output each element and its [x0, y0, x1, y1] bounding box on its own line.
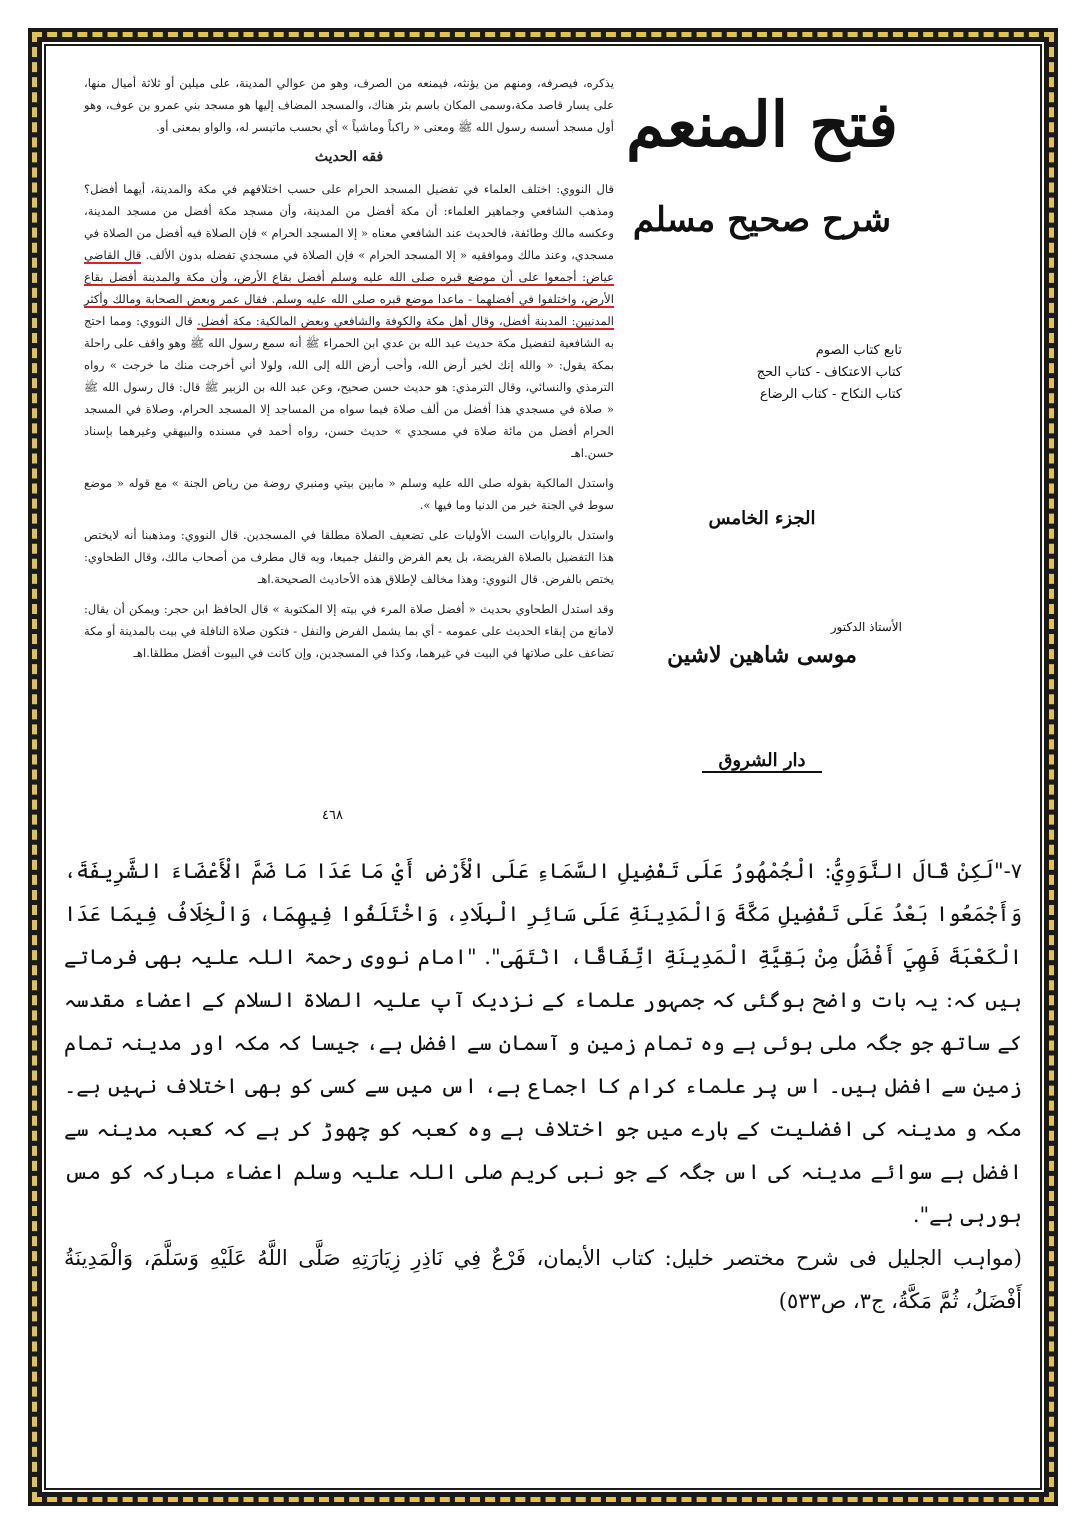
volume-label: الجزء الخامس [708, 508, 816, 529]
fiqh-section-title: فقه الحديث [314, 149, 384, 165]
book-cover [612, 60, 912, 840]
arabic-quote-text: ٧-"لَكِنْ قَالَ النَّوَوِيُّ: الْجُمْهُورُ عَلَى تَفْضِيلِ السَّمَاءِ عَلَى الْأَرْضِ أَيْ مَا عَدَا مَا ضَمَّ الْأَعْضَاءَ الشَّرِيفَةَ، وَأَجْمَعُوا بَعْدُ عَلَى تَفْضِيلِ مَكَّةَ وَالْمَدِينَةِ عَلَى سَائِرِ الْبِلَادِ، وَاخْتَلَفُوا فِيهِمَا، وَالْخِلَافُ فِيمَا عَدَا الْكَعْبَةَ فَهِيَ أَفْضَلُ مِنْ بَقِيَّةِ الْمَدِينَةِ اتِّفَاقًا، انْتَهَى". [64, 859, 1022, 969]
arabic-paragraph-tahawi: وقد استدل الطحاوي بحديث « أفضل صلاة المرء في بيته إلا المكتوبة » قال الحافظ ابن حجر: ويمكن أن يقال: لامانع من إبقاء الحديث على عمومه - أي بما يشمل الفرض والنفل - فتكون صلاة النافلة في بيت بالمدينة أو مكة تضاعف على صلاتها في البيت في غيرهما، وكذا في المسجدين، وإن كانت في البيوت أفضل مطلقا.اهـ [84, 602, 614, 660]
arabic-paragraph-nawawi [84, 178, 614, 464]
nawawi-shafii-text: قال النووي: ومما احتج به الشافعية لتفضيل مكة حديث عبد الله بن عدي ابن الحمراء ﷺ أنه سمع رسول الله ﷺ وهو واقف على راحلة بمكة يقول: « والله إنك لخير أرض الله، وأحب أرض الله إلى الله، ولولا أني أخرجت منك ما خرجت » رواه الترمذي والنسائي، وقال الترمذي: هو حديث حسن صحيح، وعن عبد الله بن الزبير ﷺ قال: قال رسول الله ﷺ « صلاة في مسجدي هذا أفضل من ألف صلاة فيما سواه من المساجد إلا المسجد الحرام، وصلاة في المسجد الحرام أفضل من مائة صلاة في مسجدي » حديث حسن، رواه أحمد في مسنده والبيهقي وغيرهما بإسناد حسن.اهـ [84, 314, 614, 460]
author-name: موسى شاهين لاشين [667, 642, 857, 668]
underlined-qadi-iyad-text: قال القاضي عياض: أجمعوا على أن موضع قبره صلى الله عليه وسلم أفضل بقاع الأرض، وأن مكة والمدينة أفضل بقاع الأرض، واختلفوا في أفضلهما - ماعدا موضع قبره صلى الله عليه وسلم. فقال عمر وبعض الصحابة ومالك وأكثر المدنيين: المدينة أفضل، وقال أهل مكة والكوفة والشافعي وبعض المالكية: مكة أفضل. [84, 248, 614, 328]
reference-citation: (مواہب الجلیل فی شرح مختصر خلیل: كتاب الأيمان، فَرْعٌ فِي نَاذِرِ زِيَارَتِهِ صَلَّى اللَّهُ عَلَيْهِ وَسَلَّمَ، وَالْمَدِينَةُ أَفْضَلُ، ثُمَّ مَكَّةُ، ج٣، ص٥٣٣) [64, 1246, 1022, 1313]
urdu-translation-block [64, 850, 1022, 1323]
contents-line: تابع كتاب الصوم [815, 343, 902, 358]
author-title: الأستاذ الدكتور [830, 620, 902, 634]
scanned-book-page [72, 60, 912, 840]
arabic-quote [64, 850, 1022, 1237]
cover-title: فتح المنعم [626, 88, 898, 161]
arabic-paragraph-maliki: واستدل المالكية بقوله صلى الله عليه وسلم « مابين بيتي ومنبري روضة من رياض الجنة » مع قوله « موضع سوط في الجنة خير من الدنيا وما فيها ». [84, 476, 614, 512]
arabic-paragraph-riwayat: واستدل بالروايات الست الأوليات على تضعيف الصلاة مطلقا في المسجدين. قال النووي: ومذهبنا أنه لايختص هذا التفضيل بالصلاة الفريضة، بل يعم الفرض والنفل جميعا، وبه قال مطرف من أصحاب مالك، وقال الطحاوي: يختص بالفرض. قال النووي: وهذا مخالف لإطلاق هذه الأحاديث الصحيحة.اهـ [84, 528, 614, 586]
arabic-commentary-column [84, 72, 614, 672]
publisher-text: دار الشروق [702, 750, 821, 773]
contents-line: كتاب الاعتكاف - كتاب الحج [756, 365, 902, 380]
publisher-name [612, 750, 912, 771]
nawawi-text: قال النووي: اختلف العلماء في تفضيل المسجد الحرام على حسب اختلافهم في مكة والمدينة، أيهما أفضل؟ ومذهب الشافعي وجماهير العلماء: أن مكة أفضل من المدينة، وأن مسجد مكة أفضل من مسجد المدينة، وعكسه مالك وطائفة، فالحديث عند الشافعي معناه « إلا المسجد الحرام » فإن الصلاة فيه أفضل من الصلاة في مسجدي، وعند مالك وموافقيه « إلا المسجد الحرام » فإن الصلاة في مسجدي تفضله بدون الألف. [84, 182, 615, 262]
page-number: ٤٦٨ [322, 808, 343, 823]
urdu-translation-text: "امام نووی رحمۃ اللہ علیہ بھی فرماتے ہیں کہ: یہ بات واضح ہوگئی کہ جمہور علماء کے نزدیک آپ علیہ الصلاۃ السلام کے اعضاء مقدسہ کے ساتھ جو جگہ ملی ہوئی ہے وہ تمام زمین و آسمان سے افضل ہے، جیسا کہ مکہ اور مدینہ تمام زمین سے افضل ہیں۔ اس پر علماء کرام کا اجماع ہے، اس میں سے کسی کو بھی اختلاف نہیں ہے۔ مکہ و مدینہ کی افضلیت کے بارے میں جو اختلاف ہے وہ کعبہ کو چھوڑ کر ہے کہ کعبہ مدینہ سے افضل ہے سوائے مدینہ کی اس جگہ کے جو نبی کریم صلی اللہ علیہ وسلم اعضاء مبارکہ کو مس ہورہی ہے". [64, 945, 1022, 1227]
volume-contents [757, 340, 902, 406]
arabic-paragraph-intro: يذكره، فيصرفه، ومنهم من يؤنثه، فيمنعه من الصرف، وهو من عوالي المدينة، على ميلين أو ثلاثة أميال منها، على يسار قاصد مكة،وسمى المكان باسم بئر هناك، والمسجد المضاف إليها هو مسجد بني عمرو بن عوف، وهو أول مسجد أسسه رسول الله ﷺ ومعنى « راكباً وماشياً » أي بحسب ماتيسر له، والواو بمعنى أو. [84, 76, 614, 134]
contents-line: كتاب النكاح - كتاب الرضاع [759, 387, 902, 402]
cover-subtitle: شرح صحيح مسلم [632, 200, 892, 240]
